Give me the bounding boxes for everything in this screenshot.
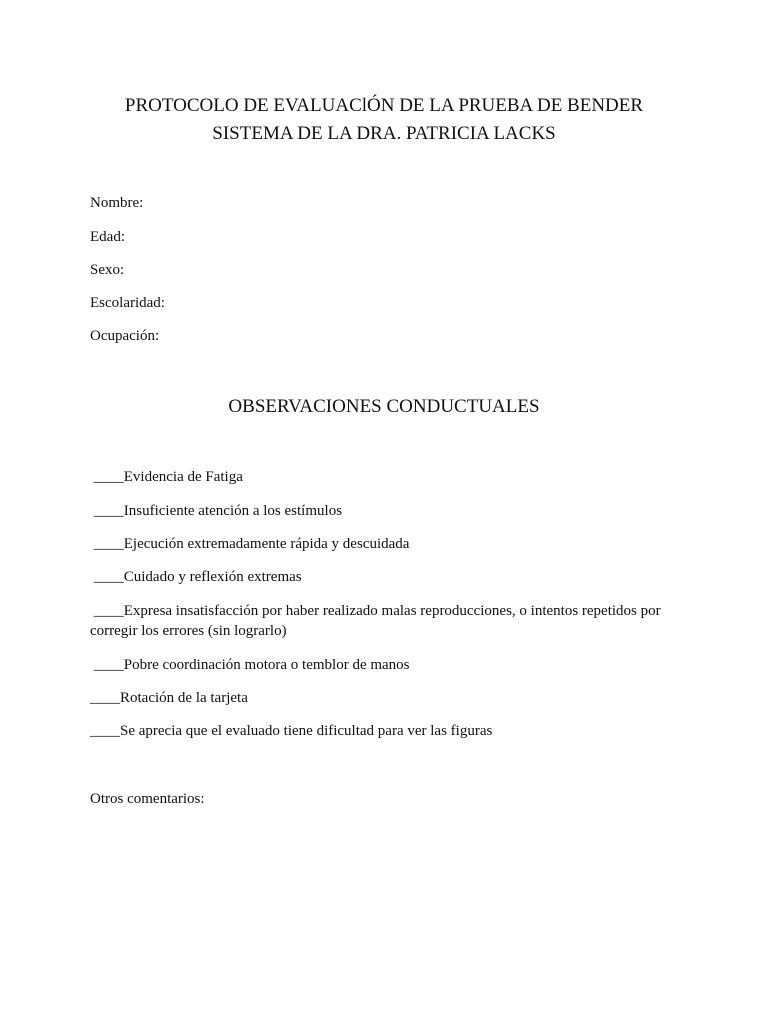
observation-item: ____Ejecución extremadamente rápida y descuidada	[90, 536, 410, 552]
title-line-2: SISTEMA DE LA DRA. PATRICIA LACKS	[212, 123, 556, 144]
field-nombre: Nombre:	[90, 195, 144, 211]
field-ocupacion: Ocupación:	[90, 328, 160, 344]
observation-item: ____Expresa insatisfacción por haber realizado malas reproducciones, o intentos repetidos por corregir los errores (sin lograrlo)	[90, 603, 665, 639]
observation-item: ____Rotación de la tarjeta	[90, 690, 248, 706]
field-edad: Edad:	[90, 229, 125, 245]
observation-item: ____Se aprecia que el evaluado tiene dificultad para ver las figuras	[90, 723, 493, 739]
field-escolaridad: Escolaridad:	[90, 295, 165, 311]
field-sexo: Sexo:	[90, 262, 125, 278]
title-line-1: PROTOCOLO DE EVALUAClÓN DE LA PRUEBA DE BENDER	[124, 95, 644, 116]
observation-item: ____Cuidado y reflexión extremas	[90, 569, 302, 585]
observation-item: ____Evidencia de Fatiga	[90, 469, 243, 485]
observation-item: ____Pobre coordinación motora o temblor de manos	[90, 657, 410, 673]
observation-item: ____Insuficiente atención a los estímulos	[90, 503, 343, 519]
document-title	[0, 92, 768, 148]
comments-label: Otros comentarios:	[90, 791, 205, 807]
section-title: OBSERVACIONES CONDUCTUALES	[228, 396, 540, 417]
